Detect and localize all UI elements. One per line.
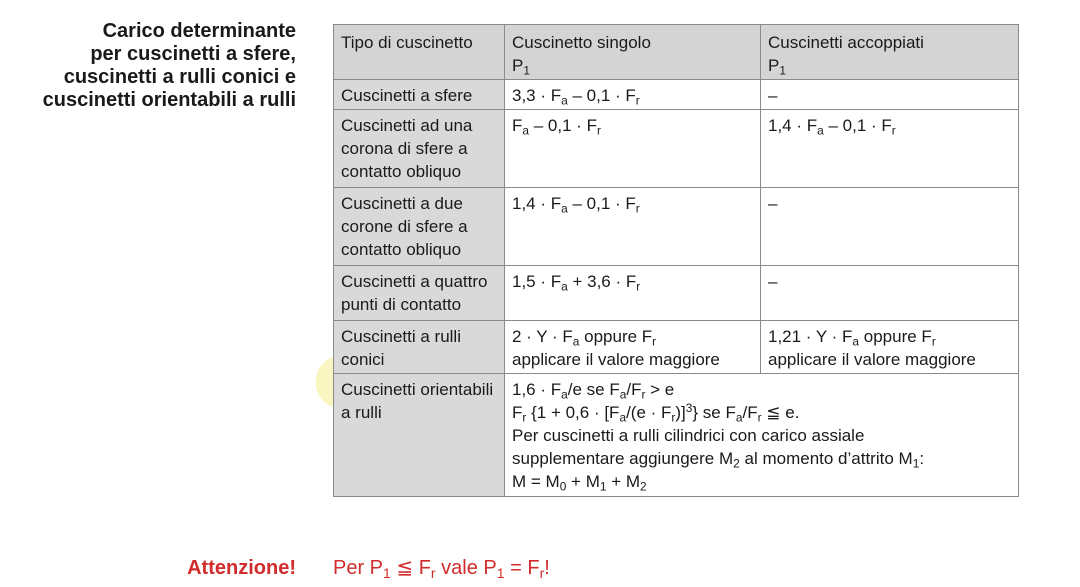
paired-formula-cell: $1,21 \cdot Y \cdot F_a$ oppure $F_r$ applicare il valore maggiore	[761, 321, 1019, 374]
paired-formula-cell: $1,4 \cdot F_a - 0,1 \cdot F_r$	[761, 110, 1019, 188]
combined-formula-cell	[505, 374, 1019, 497]
section-title	[0, 20, 296, 112]
section-title-line: cuscinetti orientabili a rulli	[42, 89, 296, 111]
formula-line: $1,6 \cdot F_a/e$ se $F_a/F_r > e$	[512, 380, 675, 402]
paired-formula-cell: –	[761, 188, 1019, 266]
table-row	[334, 374, 1019, 497]
formula-line: supplementare aggiungere $M_2$ al momento d’attrito $M_1$:	[512, 449, 925, 471]
bearing-type-cell: Cuscinetti a rulli conici	[334, 321, 505, 374]
header-bearing-type: Tipo di cuscinetto	[334, 25, 505, 80]
single-formula-cell: $1,5 \cdot F_a + 3,6 \cdot F_r$	[505, 266, 761, 321]
single-formula-cell: $3,3 \cdot F_a - 0,1 \cdot F_r$	[505, 80, 761, 110]
load-formula-table	[333, 24, 1019, 497]
single-formula-cell: $1,4 \cdot F_a - 0,1 \cdot F_r$	[505, 188, 761, 266]
table-row	[334, 188, 1019, 266]
table-header-row	[334, 25, 1019, 80]
table-row	[334, 266, 1019, 321]
paired-formula-cell: –	[761, 80, 1019, 110]
table-row	[334, 80, 1019, 110]
section-title-line: Carico determinante	[102, 20, 296, 42]
formula-note: applicare il valore maggiore	[768, 350, 976, 369]
header-paired-bearings: Cuscinetti accoppiati $P_1$	[761, 25, 1019, 80]
formula-line: $F_r$ $\{1 + 0,6 \cdot [F_a/(e \cdot F_r)]^3\}$ se $F_a/F_r$ ≦ e.	[512, 401, 800, 425]
attention-label: Attenzione!	[187, 557, 296, 579]
header-single-bearing: Cuscinetto singolo $P_1$	[505, 25, 761, 80]
section-title-line: cuscinetti a rulli conici e	[63, 66, 296, 88]
bearing-type-cell: Cuscinetti orientabili a rulli	[334, 374, 505, 497]
single-formula-cell: $2 \cdot Y \cdot F_a$ oppure $F_r$ applicare il valore maggiore	[505, 321, 761, 374]
single-formula-cell: $F_a - 0,1 \cdot F_r$	[505, 110, 761, 188]
header-p1: $P_1$	[512, 56, 530, 78]
bearing-type-cell: Cuscinetti a quattro punti di contatto	[334, 266, 505, 321]
header-p1: $P_1$	[768, 56, 786, 78]
bearing-type-cell: Cuscinetti ad una corona di sfere a contatto obliquo	[334, 110, 505, 188]
formula-line: Per cuscinetti a rulli cilindrici con carico assiale	[512, 426, 865, 445]
bearing-type-cell: Cuscinetti a sfere	[334, 80, 505, 110]
table-row	[334, 321, 1019, 374]
formula-note: applicare il valore maggiore	[512, 350, 720, 369]
section-title-line: per cuscinetti a sfere,	[90, 43, 296, 65]
bearing-type-cell: Cuscinetti a due corone di sfere a contatto obliquo	[334, 188, 505, 266]
table-row	[334, 110, 1019, 188]
attention-text: Per $P_1$ ≦ $F_r$ vale $P_1 = F_r$!	[333, 557, 550, 581]
formula-line: $M = M_0 + M_1 + M_2$	[512, 472, 647, 494]
paired-formula-cell: –	[761, 266, 1019, 321]
